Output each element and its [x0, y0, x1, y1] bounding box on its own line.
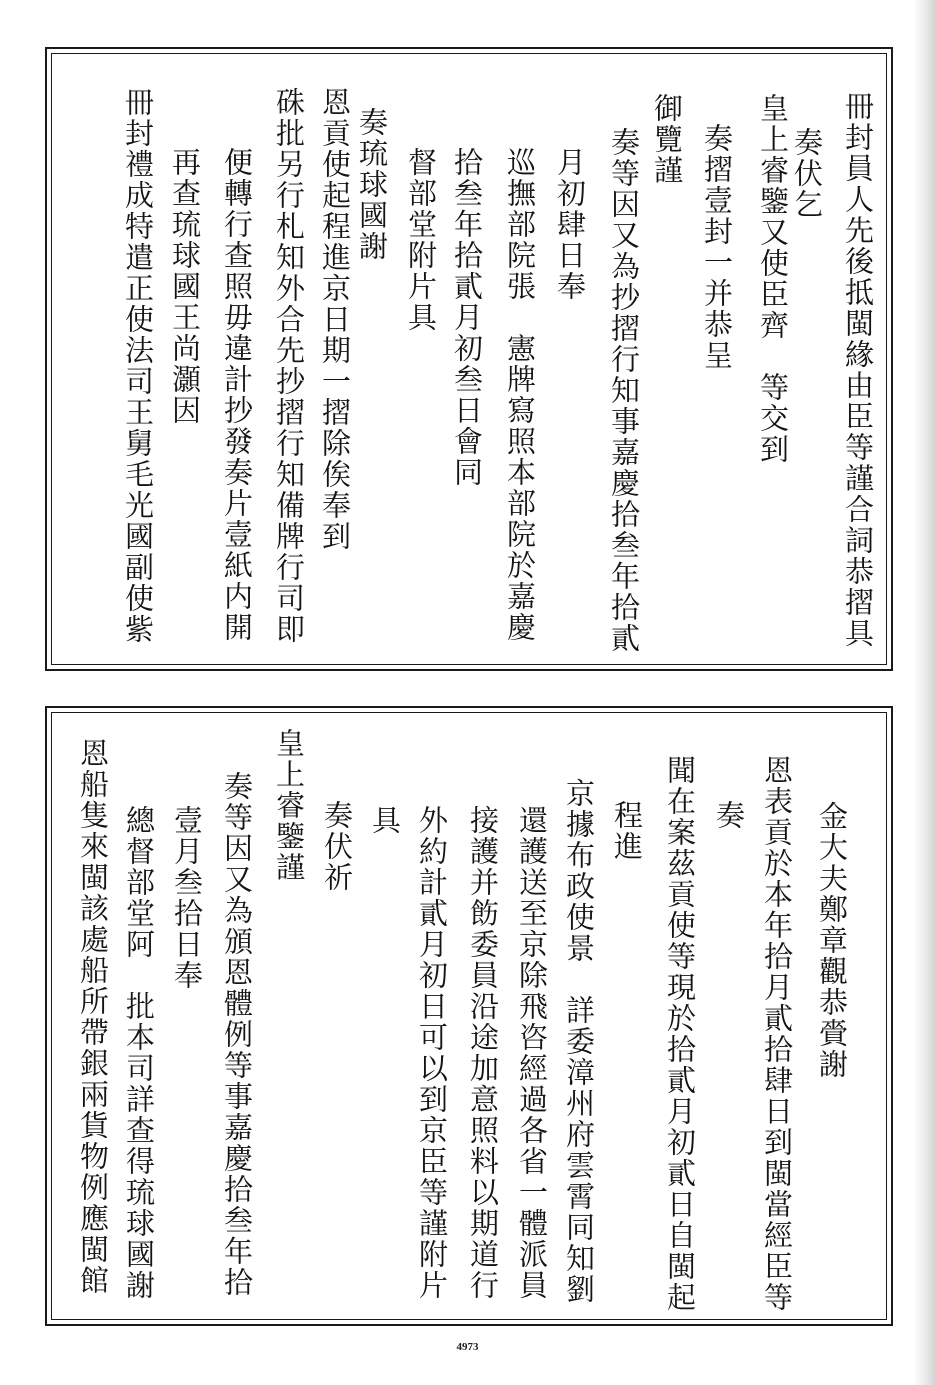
- text-column: 奏琉球國謝: [355, 107, 389, 262]
- text-column: 聞在案茲貢使等現於拾貳月初貳日自閩起: [663, 755, 697, 1313]
- text-column: 恩貢使起程進京日期一摺除俟奉到: [318, 87, 352, 552]
- page-number: 4973: [456, 1341, 479, 1353]
- text-column: 皇上睿鑒又使臣齊 等交到: [756, 93, 790, 465]
- page-edge-shadow: [913, 0, 935, 1385]
- text-column: 御覽謹: [650, 93, 684, 186]
- text-column: 奏等因又為抄摺行知事嘉慶拾叁年拾貳: [607, 127, 641, 654]
- top-document-panel: [45, 47, 893, 671]
- text-column: 奏: [712, 800, 746, 831]
- text-column: 京據布政使景 詳委漳州府雲霄同知劉: [562, 778, 596, 1305]
- text-column: 再查琉球國王尚灝因: [168, 147, 202, 426]
- text-column: 奏伏乞: [790, 127, 824, 220]
- text-column: 恩表貢於本年拾月貳拾肆日到閩當經臣等: [760, 755, 794, 1313]
- text-column: 接護并飭委員沿途加意照料以期道行: [466, 805, 500, 1301]
- text-column: 外約計貳月初日可以到京臣等謹附片: [415, 805, 449, 1301]
- text-column: 冊封禮成特遣正使法司王舅毛光國副使紫: [121, 87, 155, 645]
- text-column: 冊封員人先後抵閩緣由臣等謹合詞恭摺具: [841, 91, 875, 649]
- text-column: 還護送至京除飛咨經過各省一體派員: [515, 805, 549, 1301]
- text-column: 督部堂附片具: [404, 147, 438, 333]
- text-column: 奏等因又為頒恩體例等事嘉慶拾叁年拾: [220, 771, 254, 1298]
- text-column: 具: [368, 805, 402, 836]
- text-column: 恩船隻來閩該處船所帶銀兩貨物例應閩館: [76, 738, 110, 1296]
- text-column: 硃批另行札知外合先抄摺行知備牌行司即: [272, 87, 306, 645]
- text-column: 巡撫部院張 憲牌寫照本部院於嘉慶: [503, 147, 537, 643]
- text-column: 奏伏祈: [320, 800, 354, 893]
- text-column: 便轉行查照毋違計抄發奏片壹紙内開: [220, 147, 254, 643]
- text-column: 程進: [610, 800, 644, 862]
- text-column: 拾叁年拾貳月初叁日會同: [450, 147, 484, 488]
- text-column: 月初肆日奉: [553, 147, 587, 302]
- text-column: 金大夫鄭章觀恭賫謝: [815, 801, 849, 1080]
- text-column: 皇上睿鑒謹: [272, 728, 306, 883]
- text-column: 奏摺壹封一并恭呈: [700, 123, 734, 371]
- text-column: 總督部堂阿 批本司詳查得琉球國謝: [122, 805, 156, 1301]
- bottom-document-panel: [45, 706, 893, 1326]
- text-column: 壹月叁拾日奉: [170, 805, 204, 991]
